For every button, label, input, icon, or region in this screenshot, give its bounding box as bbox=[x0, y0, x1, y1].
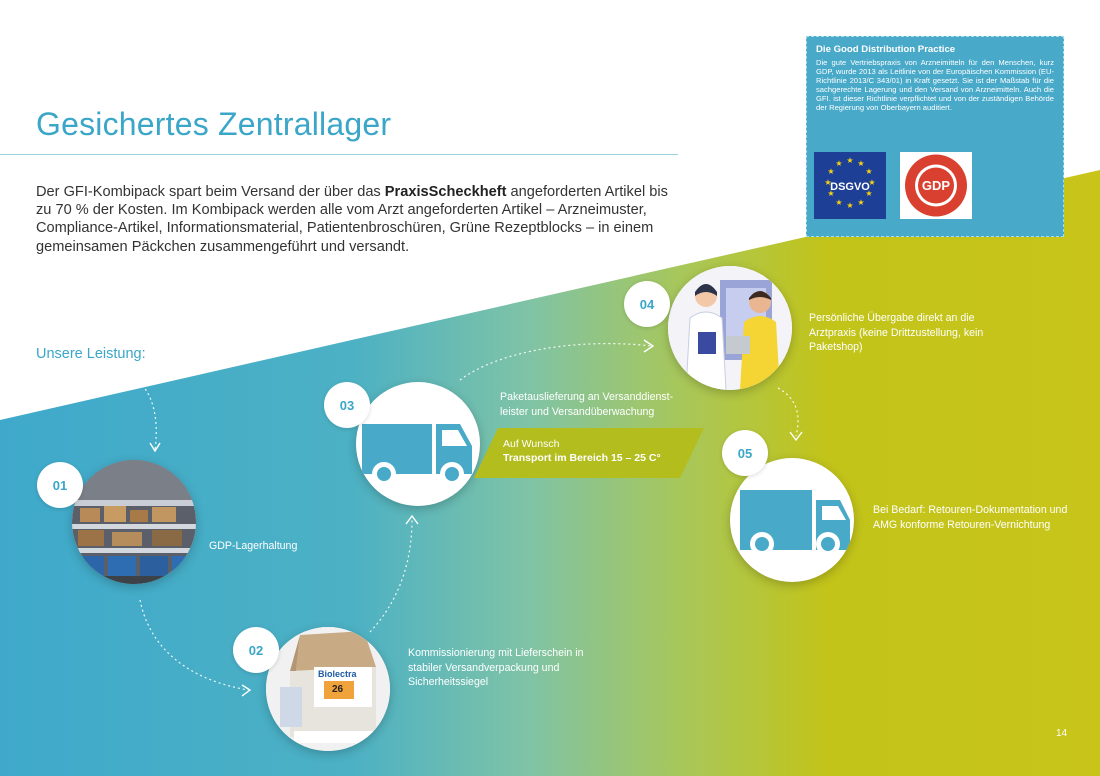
svg-text:★: ★ bbox=[827, 189, 835, 198]
gdp-badge bbox=[900, 152, 972, 219]
intro-paragraph bbox=[36, 183, 686, 256]
truck-icon bbox=[730, 458, 854, 582]
step-text-03: Paketauslieferung an Versanddienst-leister und Versandüberwachung bbox=[500, 391, 674, 418]
page-title: Gesichertes Zentrallager bbox=[36, 106, 392, 142]
title-divider bbox=[0, 154, 678, 155]
svg-text:★: ★ bbox=[857, 159, 865, 168]
dsgvo-badge bbox=[814, 152, 886, 219]
intro-highlight: PraxisScheckheft bbox=[384, 184, 507, 200]
svg-text:★: ★ bbox=[865, 167, 873, 176]
gdp-box-text: Die gute Vertriebspraxis von Arzneimitteln für den Menschen, kurz GDP, wurde 2013 als Leitlinie von der Europäischen Kommission (EU-Richtlinie 2013/C 343/01) in Kraft gesetzt. Sie ist der Maßstab für die sachgerechte Lagerung und den Versand von Arzneimitteln. Auch die GFI. ist dieser Richtlinie verpflichtet und von der zuständigen Behörde der Regierung von Oberbayern auditiert. bbox=[816, 58, 1054, 113]
section-label: Unsere Leistung: bbox=[36, 346, 146, 362]
handover-illustration bbox=[668, 266, 792, 390]
gdp-box-title: Die Good Distribution Practice bbox=[816, 44, 956, 55]
wish-line-1: Auf Wunsch bbox=[503, 438, 560, 450]
temperature-banner-text bbox=[503, 437, 661, 465]
svg-text:★: ★ bbox=[865, 189, 873, 198]
step-text-01: GDP-Lagerhaltung bbox=[209, 540, 298, 552]
svg-text:★: ★ bbox=[846, 201, 854, 210]
step-text-05: Bei Bedarf: Retouren-Dokumentation und AMG konforme Retouren-Vernichtung bbox=[873, 504, 1068, 531]
step-text-02: Kommissionierung mit Lieferschein in stabiler Versandverpackung und Sicherheitssiegel bbox=[408, 647, 584, 688]
package-photo bbox=[266, 627, 390, 751]
svg-text:★: ★ bbox=[868, 178, 876, 187]
intro-text-end: angeforderten Artikel bis zu 70 % der Kosten. Im Kombipack werden alle vom Arzt angeforderten Artikel – Arzneimuster, Compliance-Artikel, Informationsmaterial, Patientenbroschüren, Grüne Rezeptblocks – in einem gemeinsamen Päckchen zusammengeführt und versandt. bbox=[36, 184, 668, 255]
svg-text:★: ★ bbox=[857, 198, 865, 207]
gdp-label: GDP bbox=[921, 178, 951, 193]
wish-line-2: Transport im Bereich 15 – 25 C° bbox=[503, 452, 661, 464]
page-number: 14 bbox=[1056, 728, 1068, 739]
truck-icon bbox=[356, 382, 480, 506]
intro-text-start: Der GFI-Kombipack spart beim Versand der über das bbox=[36, 184, 385, 200]
step-text-04: Persönliche Übergabe direkt an die Arztpraxis (keine Drittzustellung, kein Paketshop) bbox=[809, 312, 984, 353]
dsgvo-label: DSGVO bbox=[830, 181, 870, 193]
warehouse-photo bbox=[72, 460, 196, 584]
svg-text:★: ★ bbox=[827, 167, 835, 176]
svg-text:★: ★ bbox=[824, 178, 832, 187]
box-number: 26 bbox=[332, 684, 344, 695]
step-number-02: 02 bbox=[233, 627, 279, 673]
step-number-01: 01 bbox=[37, 462, 83, 508]
step-number-03: 03 bbox=[324, 382, 370, 428]
truck-circle bbox=[356, 382, 480, 506]
step-number-04: 04 bbox=[624, 281, 670, 327]
svg-text:★: ★ bbox=[835, 198, 843, 207]
step-number-05: 05 bbox=[722, 430, 768, 476]
svg-text:★: ★ bbox=[835, 159, 843, 168]
svg-text:★: ★ bbox=[846, 156, 854, 165]
box-brand: Biolectra bbox=[318, 669, 357, 679]
return-truck-circle bbox=[730, 458, 854, 582]
